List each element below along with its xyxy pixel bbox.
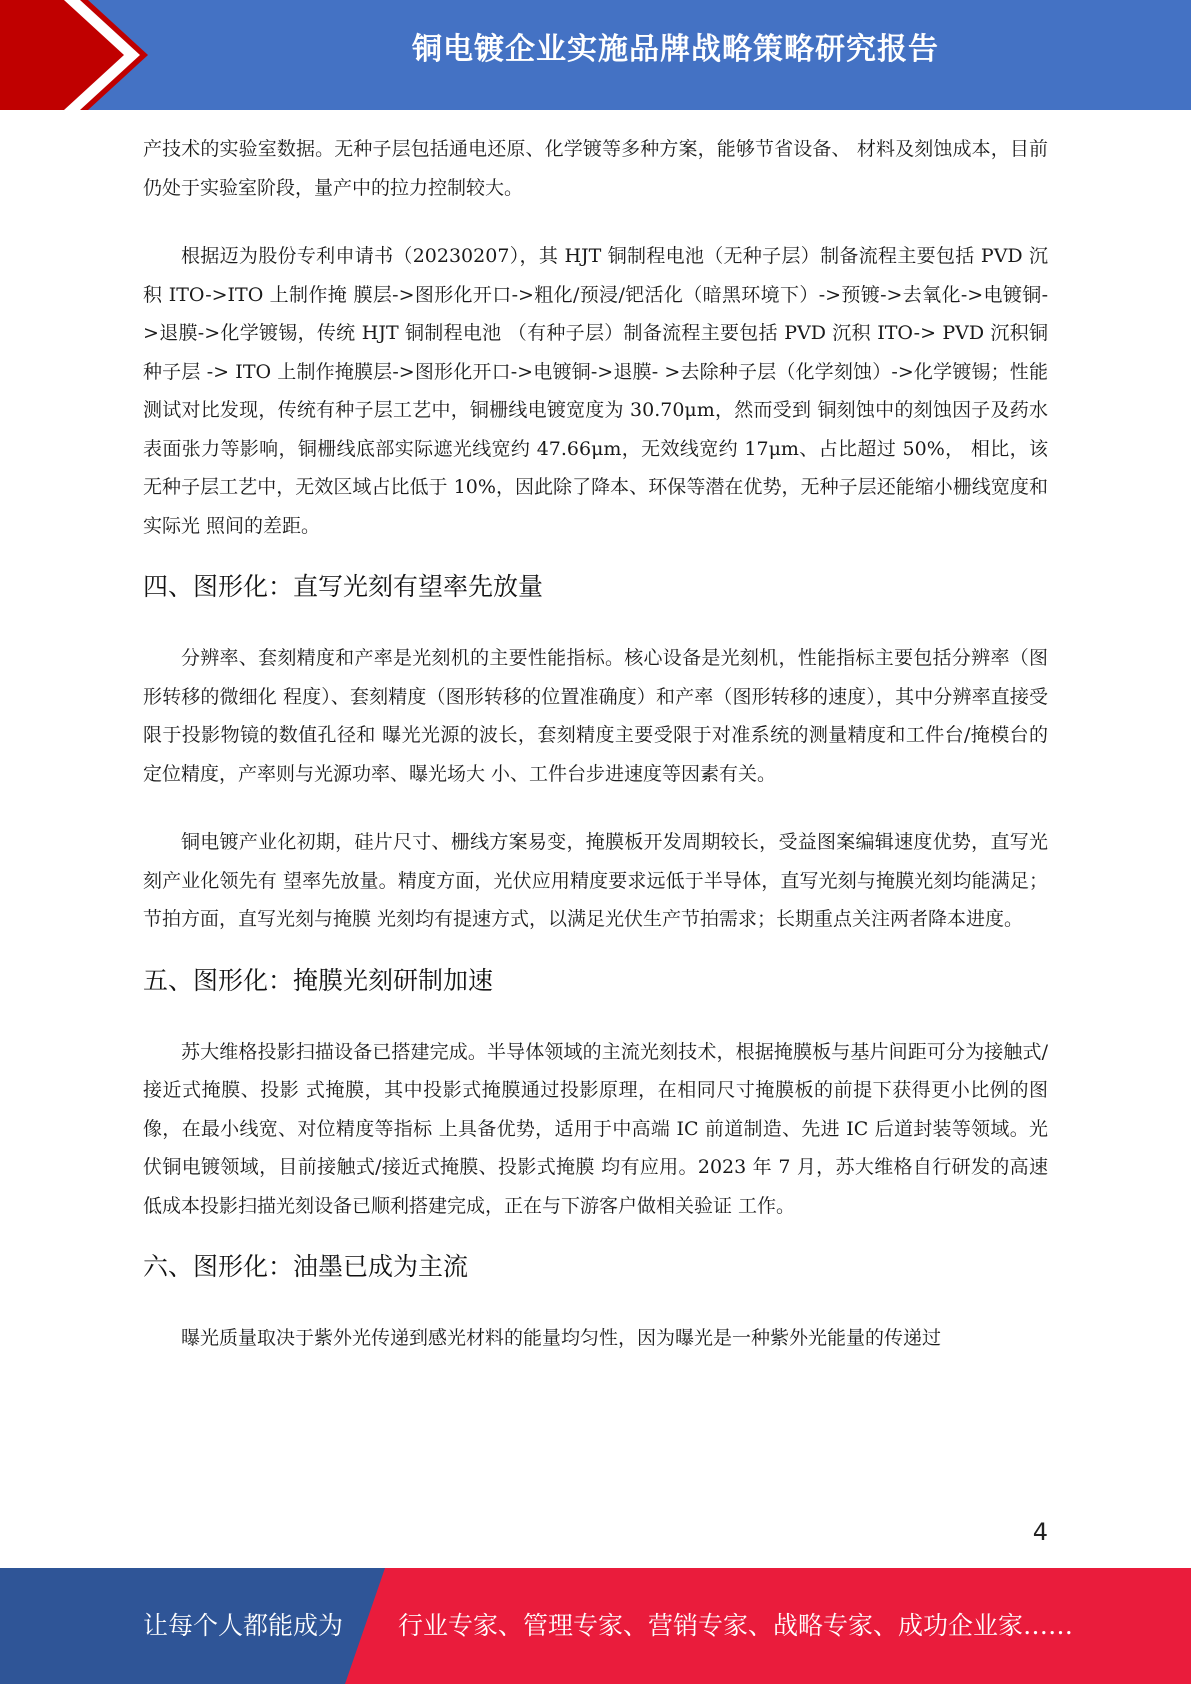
paragraph-continued: 产技术的实验室数据。无种子层包括通电还原、化学镀等多种方案，能够节省设备、 材料及刻蚀成本，目前仍处于实验室阶段，量产中的拉力控制较大。 — [143, 138, 1048, 199]
paragraph-exposure-quality: 曝光质量取决于紫外光传递到感光材料的能量均匀性，因为曝光是一种紫外光能量的传递过 — [181, 1327, 942, 1349]
report-title: 铜电镀企业实施品牌战略策略研究报告 — [412, 32, 939, 67]
section-heading-6: 六、图形化：油墨已成为主流 — [143, 1252, 469, 1281]
section-heading-4: 四、图形化：直写光刻有望率先放量 — [143, 572, 544, 601]
paragraph-lithography-metrics: 分辨率、套刻精度和产率是光刻机的主要性能指标。核心设备是光刻机，性能指标主要包括分辨率（图形转移的微细化 程度）、套刻精度（图形转移的位置准确度）和产率（图形转移的速度），其中分辨率直接受限于投影物镜的数值孔径和 曝光光源的波长，套刻精度主要受限于对准系统的测量精度和工件台/掩模台的定位精度，产率则与光源功率、曝光场大 小、工件台步进速度等因素有关。 — [143, 647, 1048, 785]
page-footer — [0, 1568, 1191, 1684]
red-arrow-icon — [0, 0, 160, 110]
paragraph-direct-write: 铜电镀产业化初期，硅片尺寸、栅线方案易变，掩膜板开发周期较长，受益图案编辑速度优势，直写光刻产业化领先有 望率先放量。精度方面，光伏应用精度要求远低于半导体，直写光刻与掩膜光刻均能满足；节拍方面，直写光刻与掩膜 光刻均有提速方式，以满足光伏生产节拍需求；长期重点关注两者降本进度。 — [143, 831, 1048, 930]
page-number: 4 — [1032, 1518, 1048, 1546]
paragraph-patent-process: 根据迈为股份专利申请书（20230207），其 HJT 铜制程电池（无种子层）制备流程主要包括 PVD 沉积 ITO->ITO 上制作掩 膜层->图形化开口->粗化/预浸/钯活化（暗黑环境下）->预镀->去氧化->电镀铜->退膜->化学镀锡，传统 HJT 铜制程电池 （有种子层）制备流程主要包括 PVD 沉积 ITO-> PVD 沉积铜种子层 -> ITO 上制作掩膜层->图形化开口->电镀铜->退膜- >去除种子层（化学刻蚀）->化学镀锡；性能测试对比发现，传统有种子层工艺中，铜栅线电镀宽度为 30.70μm，然而受到 铜刻蚀中的刻蚀因子及药水表面张力等影响，铜栅线底部实际遮光线宽约 47.66μm，无效线宽约 17μm、占比超过 50%， 相比，该无种子层工艺中，无效区域占比低于 10%，因此除了降本、环保等潜在优势，无种子层还能缩小栅线宽度和实际光 照间的差距。 — [143, 245, 1048, 537]
section-heading-5: 五、图形化：掩膜光刻研制加速 — [143, 965, 494, 995]
footer-slogan-right: 行业专家、管理专家、营销专家、战略专家、成功企业家…… — [398, 1611, 1074, 1640]
footer-slogan-left: 让每个人都能成为 — [143, 1611, 344, 1640]
page-header — [0, 0, 1191, 110]
paragraph-mask-lithography: 苏大维格投影扫描设备已搭建完成。半导体领域的主流光刻技术，根据掩膜板与基片间距可分为接触式/接近式掩膜、投影 式掩膜，其中投影式掩膜通过投影原理，在相同尺寸掩膜板的前提下获得更小比例的图像，在最小线宽、对位精度等指标 上具备优势，适用于中高端 IC 前道制造、先进 IC 后道封装等领域。光伏铜电镀领域，目前接触式/接近式掩膜、投影式掩膜 均有应用。2023 年 7 月，苏大维格自行研发的高速低成本投影扫描光刻设备已顺利搭建完成，正在与下游客户做相关验证 工作。 — [143, 1040, 1048, 1217]
document-body — [143, 130, 1048, 1358]
